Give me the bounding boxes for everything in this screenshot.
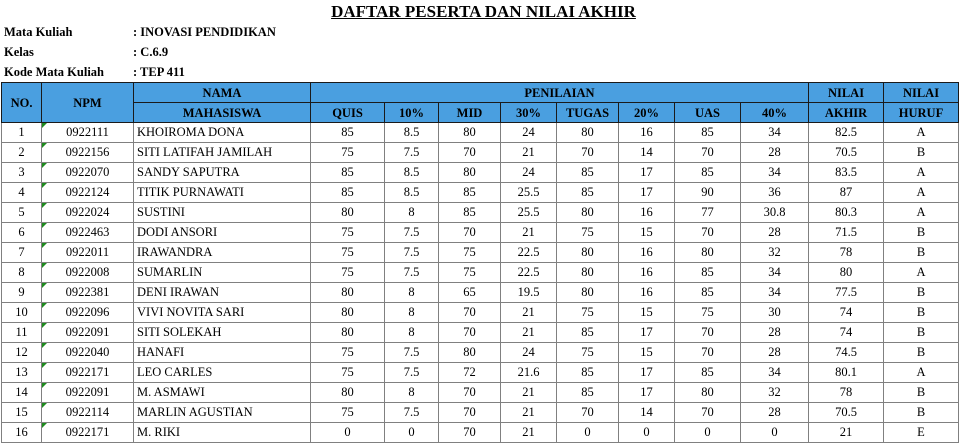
cell-mid[interactable]: 85 [439, 183, 501, 203]
cell-quis[interactable]: 75 [311, 223, 385, 243]
header-mahasiswa[interactable]: MAHASISWA [134, 103, 311, 123]
info-kelas [4, 42, 168, 62]
cell-mid[interactable]: 70 [439, 423, 501, 443]
table-row [2, 423, 959, 443]
cell-nama[interactable]: LEO CARLES [134, 363, 311, 383]
cell-tugas-pct[interactable]: 15 [619, 343, 675, 363]
cell-quis-pct[interactable]: 7.5 [385, 243, 439, 263]
cell-tugas[interactable]: 85 [557, 183, 619, 203]
info-kode-mata-kuliah [4, 62, 185, 82]
cell-nilai-huruf[interactable]: B [884, 383, 959, 403]
cell-nilai-huruf[interactable]: B [884, 323, 959, 343]
cell-nilai-akhir[interactable]: 83.5 [809, 163, 884, 183]
cell-npm[interactable]: 0922124 [42, 183, 134, 203]
cell-quis-pct[interactable]: 8 [385, 203, 439, 223]
info-value: : TEP 411 [133, 65, 185, 79]
cell-tugas-pct[interactable]: 14 [619, 403, 675, 423]
cell-nama[interactable]: SUMARLIN [134, 263, 311, 283]
table-row [2, 223, 959, 243]
cell-no[interactable]: 4 [2, 183, 42, 203]
cell-mid-pct[interactable]: 21 [501, 223, 557, 243]
header-nilai-akhir[interactable]: NILAI [809, 83, 884, 103]
cell-tugas[interactable]: 75 [557, 223, 619, 243]
info-label: Mata Kuliah [4, 25, 73, 39]
header-uas[interactable]: UAS [675, 103, 741, 123]
cell-quis-pct[interactable]: 8 [385, 383, 439, 403]
cell-mid[interactable]: 75 [439, 243, 501, 263]
cell-uas-pct[interactable]: 30 [741, 303, 809, 323]
cell-tugas[interactable]: 80 [557, 203, 619, 223]
cell-uas-pct[interactable]: 28 [741, 343, 809, 363]
table-row [2, 383, 959, 403]
cell-no[interactable]: 1 [2, 123, 42, 143]
cell-uas[interactable]: 85 [675, 363, 741, 383]
cell-tugas-pct[interactable]: 17 [619, 163, 675, 183]
cell-tugas[interactable]: 85 [557, 383, 619, 403]
cell-uas[interactable]: 85 [675, 283, 741, 303]
cell-no[interactable]: 15 [2, 403, 42, 423]
header-akhir[interactable]: AKHIR [809, 103, 884, 123]
cell-tugas-pct[interactable]: 16 [619, 263, 675, 283]
cell-npm[interactable]: 0922114 [42, 403, 134, 423]
cell-mid[interactable]: 70 [439, 223, 501, 243]
cell-quis-pct[interactable]: 8 [385, 303, 439, 323]
cell-nilai-huruf[interactable]: B [884, 403, 959, 423]
cell-nilai-huruf[interactable]: A [884, 363, 959, 383]
cell-tugas-pct[interactable]: 15 [619, 223, 675, 243]
cell-uas[interactable]: 90 [675, 183, 741, 203]
cell-nama[interactable]: SANDY SAPUTRA [134, 163, 311, 183]
cell-nilai-akhir[interactable]: 74 [809, 303, 884, 323]
cell-no[interactable]: 8 [2, 263, 42, 283]
cell-tugas[interactable]: 80 [557, 283, 619, 303]
cell-mid-pct[interactable]: 22.5 [501, 243, 557, 263]
cell-nama[interactable]: TITIK PURNAWATI [134, 183, 311, 203]
cell-tugas[interactable]: 85 [557, 363, 619, 383]
cell-no[interactable]: 3 [2, 163, 42, 183]
cell-npm[interactable]: 0922463 [42, 223, 134, 243]
cell-mid[interactable]: 65 [439, 283, 501, 303]
cell-tugas[interactable]: 85 [557, 323, 619, 343]
cell-mid[interactable]: 75 [439, 263, 501, 283]
cell-no[interactable]: 6 [2, 223, 42, 243]
cell-uas[interactable]: 80 [675, 383, 741, 403]
table-row [2, 123, 959, 143]
cell-npm[interactable]: 0922381 [42, 283, 134, 303]
cell-mid-pct[interactable]: 21 [501, 423, 557, 443]
cell-uas-pct[interactable]: 28 [741, 223, 809, 243]
cell-npm[interactable]: 0922091 [42, 383, 134, 403]
cell-mid[interactable]: 70 [439, 143, 501, 163]
cell-mid-pct[interactable]: 24 [501, 123, 557, 143]
cell-nilai-huruf[interactable]: A [884, 123, 959, 143]
cell-uas[interactable]: 0 [675, 423, 741, 443]
cell-quis[interactable]: 75 [311, 403, 385, 423]
cell-uas-pct[interactable]: 0 [741, 423, 809, 443]
cell-uas-pct[interactable]: 34 [741, 363, 809, 383]
cell-tugas-pct[interactable]: 17 [619, 183, 675, 203]
cell-mid-pct[interactable]: 19.5 [501, 283, 557, 303]
cell-nama[interactable]: MARLIN AGUSTIAN [134, 403, 311, 423]
cell-tugas[interactable]: 70 [557, 403, 619, 423]
table-row [2, 263, 959, 283]
cell-tugas[interactable]: 75 [557, 343, 619, 363]
cell-uas[interactable]: 70 [675, 143, 741, 163]
cell-no[interactable]: 9 [2, 283, 42, 303]
cell-uas[interactable]: 85 [675, 123, 741, 143]
cell-nama[interactable]: VIVI NOVITA SARI [134, 303, 311, 323]
cell-nilai-huruf[interactable]: A [884, 203, 959, 223]
cell-nilai-akhir[interactable]: 87 [809, 183, 884, 203]
cell-quis[interactable]: 75 [311, 363, 385, 383]
cell-npm[interactable]: 0922156 [42, 143, 134, 163]
header-huruf[interactable]: HURUF [884, 103, 959, 123]
cell-mid[interactable]: 70 [439, 403, 501, 423]
cell-nama[interactable]: M. ASMAWI [134, 383, 311, 403]
cell-quis-pct[interactable]: 8.5 [385, 183, 439, 203]
cell-nama[interactable]: SUSTINI [134, 203, 311, 223]
cell-mid-pct[interactable]: 24 [501, 343, 557, 363]
cell-nilai-huruf[interactable]: B [884, 143, 959, 163]
cell-npm[interactable]: 0922091 [42, 323, 134, 343]
cell-nilai-akhir[interactable]: 71.5 [809, 223, 884, 243]
cell-quis-pct[interactable]: 8 [385, 283, 439, 303]
header-uas-pct[interactable]: 40% [741, 103, 809, 123]
header-no[interactable]: NO. [2, 83, 42, 123]
table-row [2, 343, 959, 363]
cell-mid[interactable]: 80 [439, 343, 501, 363]
cell-uas-pct[interactable]: 34 [741, 283, 809, 303]
cell-uas-pct[interactable]: 28 [741, 143, 809, 163]
cell-nilai-akhir[interactable]: 21 [809, 423, 884, 443]
cell-nilai-akhir[interactable]: 77.5 [809, 283, 884, 303]
header-nama[interactable]: NAMA [134, 83, 311, 103]
cell-npm[interactable]: 0922070 [42, 163, 134, 183]
cell-mid-pct[interactable]: 21 [501, 403, 557, 423]
cell-quis-pct[interactable]: 8 [385, 323, 439, 343]
cell-uas-pct[interactable]: 28 [741, 403, 809, 423]
cell-mid-pct[interactable]: 21.6 [501, 363, 557, 383]
cell-mid[interactable]: 72 [439, 363, 501, 383]
cell-quis[interactable]: 80 [311, 383, 385, 403]
table-row [2, 403, 959, 423]
header-quis[interactable]: QUIS [311, 103, 385, 123]
table-row [2, 363, 959, 383]
cell-no[interactable]: 14 [2, 383, 42, 403]
cell-uas[interactable]: 70 [675, 343, 741, 363]
table-row [2, 283, 959, 303]
cell-npm[interactable]: 0922024 [42, 203, 134, 223]
document-title: DAFTAR PESERTA DAN NILAI AKHIR [331, 2, 636, 21]
cell-uas[interactable]: 70 [675, 223, 741, 243]
cell-mid-pct[interactable]: 24 [501, 163, 557, 183]
table-row [2, 203, 959, 223]
cell-quis[interactable]: 85 [311, 123, 385, 143]
cell-quis[interactable]: 85 [311, 183, 385, 203]
info-label: Kode Mata Kuliah [4, 65, 105, 79]
cell-nama[interactable]: SITI SOLEKAH [134, 323, 311, 343]
cell-tugas[interactable]: 75 [557, 303, 619, 323]
header-nilai-huruf[interactable]: NILAI [884, 83, 959, 103]
cell-nilai-akhir[interactable]: 80.1 [809, 363, 884, 383]
header-mid[interactable]: MID [439, 103, 501, 123]
cell-nilai-akhir[interactable]: 70.5 [809, 403, 884, 423]
cell-tugas[interactable]: 80 [557, 263, 619, 283]
cell-nilai-akhir[interactable]: 70.5 [809, 143, 884, 163]
cell-no[interactable]: 2 [2, 143, 42, 163]
cell-uas-pct[interactable]: 34 [741, 163, 809, 183]
cell-no[interactable]: 12 [2, 343, 42, 363]
cell-mid-pct[interactable]: 21 [501, 303, 557, 323]
cell-tugas[interactable]: 85 [557, 163, 619, 183]
table-row [2, 243, 959, 263]
cell-quis[interactable]: 80 [311, 283, 385, 303]
cell-tugas-pct[interactable]: 16 [619, 283, 675, 303]
cell-quis[interactable]: 80 [311, 203, 385, 223]
cell-mid-pct[interactable]: 21 [501, 143, 557, 163]
cell-nilai-akhir[interactable]: 74 [809, 323, 884, 343]
cell-uas[interactable]: 75 [675, 303, 741, 323]
cell-mid-pct[interactable]: 21 [501, 323, 557, 343]
cell-uas[interactable]: 70 [675, 323, 741, 343]
cell-nama[interactable]: DENI IRAWAN [134, 283, 311, 303]
cell-tugas[interactable]: 80 [557, 243, 619, 263]
cell-nama[interactable]: M. RIKI [134, 423, 311, 443]
cell-tugas-pct[interactable]: 17 [619, 383, 675, 403]
cell-uas[interactable]: 80 [675, 243, 741, 263]
cell-mid[interactable]: 80 [439, 163, 501, 183]
header-penilaian[interactable]: PENILAIAN [311, 83, 809, 103]
header-tugas[interactable]: TUGAS [557, 103, 619, 123]
cell-nilai-huruf[interactable]: B [884, 343, 959, 363]
cell-nilai-akhir[interactable]: 80.3 [809, 203, 884, 223]
cell-no[interactable]: 10 [2, 303, 42, 323]
cell-quis-pct[interactable]: 7.5 [385, 263, 439, 283]
cell-uas-pct[interactable]: 36 [741, 183, 809, 203]
cell-uas-pct[interactable]: 28 [741, 323, 809, 343]
cell-quis-pct[interactable]: 7.5 [385, 363, 439, 383]
cell-uas-pct[interactable]: 32 [741, 243, 809, 263]
cell-mid-pct[interactable]: 25.5 [501, 203, 557, 223]
info-label: Kelas [4, 45, 34, 59]
cell-nama[interactable]: IRAWANDRA [134, 243, 311, 263]
cell-npm[interactable]: 0922171 [42, 363, 134, 383]
cell-quis[interactable]: 75 [311, 343, 385, 363]
cell-uas-pct[interactable]: 34 [741, 123, 809, 143]
cell-quis-pct[interactable]: 7.5 [385, 343, 439, 363]
cell-no[interactable]: 16 [2, 423, 42, 443]
cell-uas[interactable]: 77 [675, 203, 741, 223]
cell-nilai-huruf[interactable]: A [884, 183, 959, 203]
cell-npm[interactable]: 0922111 [42, 123, 134, 143]
cell-nilai-huruf[interactable]: B [884, 243, 959, 263]
header-quis-pct[interactable]: 10% [385, 103, 439, 123]
cell-tugas[interactable]: 70 [557, 143, 619, 163]
cell-mid-pct[interactable]: 21 [501, 383, 557, 403]
cell-no[interactable]: 13 [2, 363, 42, 383]
cell-uas[interactable]: 70 [675, 403, 741, 423]
cell-mid[interactable]: 70 [439, 383, 501, 403]
cell-quis[interactable]: 85 [311, 163, 385, 183]
table-row [2, 303, 959, 323]
cell-npm[interactable]: 0922171 [42, 423, 134, 443]
table-row [2, 183, 959, 203]
cell-tugas-pct[interactable]: 14 [619, 143, 675, 163]
cell-quis-pct[interactable]: 8.5 [385, 163, 439, 183]
cell-quis[interactable]: 75 [311, 263, 385, 283]
cell-tugas-pct[interactable]: 17 [619, 323, 675, 343]
cell-tugas-pct[interactable]: 16 [619, 123, 675, 143]
cell-nilai-huruf[interactable]: A [884, 263, 959, 283]
info-value: : C.6.9 [133, 45, 169, 59]
cell-tugas-pct[interactable]: 17 [619, 363, 675, 383]
cell-npm[interactable]: 0922008 [42, 263, 134, 283]
cell-no[interactable]: 5 [2, 203, 42, 223]
grades-table [1, 82, 959, 443]
cell-nama[interactable]: DODI ANSORI [134, 223, 311, 243]
cell-mid[interactable]: 80 [439, 123, 501, 143]
cell-tugas[interactable]: 80 [557, 123, 619, 143]
header-mid-pct[interactable]: 30% [501, 103, 557, 123]
cell-tugas-pct[interactable]: 16 [619, 243, 675, 263]
cell-nilai-akhir[interactable]: 74.5 [809, 343, 884, 363]
cell-mid-pct[interactable]: 25.5 [501, 183, 557, 203]
cell-npm[interactable]: 0922040 [42, 343, 134, 363]
cell-nilai-akhir[interactable]: 80 [809, 263, 884, 283]
cell-nilai-huruf[interactable]: B [884, 223, 959, 243]
cell-quis-pct[interactable]: 7.5 [385, 403, 439, 423]
cell-uas[interactable]: 85 [675, 163, 741, 183]
header-tugas-pct[interactable]: 20% [619, 103, 675, 123]
cell-mid-pct[interactable]: 22.5 [501, 263, 557, 283]
cell-nilai-huruf[interactable]: E [884, 423, 959, 443]
cell-tugas-pct[interactable]: 16 [619, 203, 675, 223]
cell-uas[interactable]: 85 [675, 263, 741, 283]
cell-nama[interactable]: SITI LATIFAH JAMILAH [134, 143, 311, 163]
cell-nilai-huruf[interactable]: A [884, 163, 959, 183]
cell-quis[interactable]: 0 [311, 423, 385, 443]
table-row [2, 163, 959, 183]
cell-quis[interactable]: 80 [311, 303, 385, 323]
cell-tugas[interactable]: 0 [557, 423, 619, 443]
cell-nilai-huruf[interactable]: B [884, 283, 959, 303]
table-body [2, 123, 959, 443]
cell-no[interactable]: 7 [2, 243, 42, 263]
cell-quis[interactable]: 80 [311, 323, 385, 343]
table-row [2, 323, 959, 343]
cell-npm[interactable]: 0922096 [42, 303, 134, 323]
cell-nilai-huruf[interactable]: B [884, 303, 959, 323]
cell-tugas-pct[interactable]: 15 [619, 303, 675, 323]
info-mata-kuliah [4, 22, 276, 42]
table-row [2, 143, 959, 163]
cell-mid[interactable]: 85 [439, 203, 501, 223]
cell-quis[interactable]: 75 [311, 143, 385, 163]
info-value: : INOVASI PENDIDIKAN [133, 25, 276, 39]
cell-nama[interactable]: HANAFI [134, 343, 311, 363]
cell-mid[interactable]: 70 [439, 323, 501, 343]
cell-npm[interactable]: 0922011 [42, 243, 134, 263]
cell-quis[interactable]: 75 [311, 243, 385, 263]
cell-mid[interactable]: 70 [439, 303, 501, 323]
cell-nilai-akhir[interactable]: 82.5 [809, 123, 884, 143]
cell-quis-pct[interactable]: 7.5 [385, 143, 439, 163]
cell-uas-pct[interactable]: 34 [741, 263, 809, 283]
cell-tugas-pct[interactable]: 0 [619, 423, 675, 443]
cell-nama[interactable]: KHOIROMA DONA [134, 123, 311, 143]
cell-quis-pct[interactable]: 8.5 [385, 123, 439, 143]
header-npm[interactable]: NPM [42, 83, 134, 123]
cell-no[interactable]: 11 [2, 323, 42, 343]
cell-uas-pct[interactable]: 30.8 [741, 203, 809, 223]
cell-uas-pct[interactable]: 32 [741, 383, 809, 403]
cell-quis-pct[interactable]: 0 [385, 423, 439, 443]
cell-nilai-akhir[interactable]: 78 [809, 243, 884, 263]
cell-quis-pct[interactable]: 7.5 [385, 223, 439, 243]
cell-nilai-akhir[interactable]: 78 [809, 383, 884, 403]
